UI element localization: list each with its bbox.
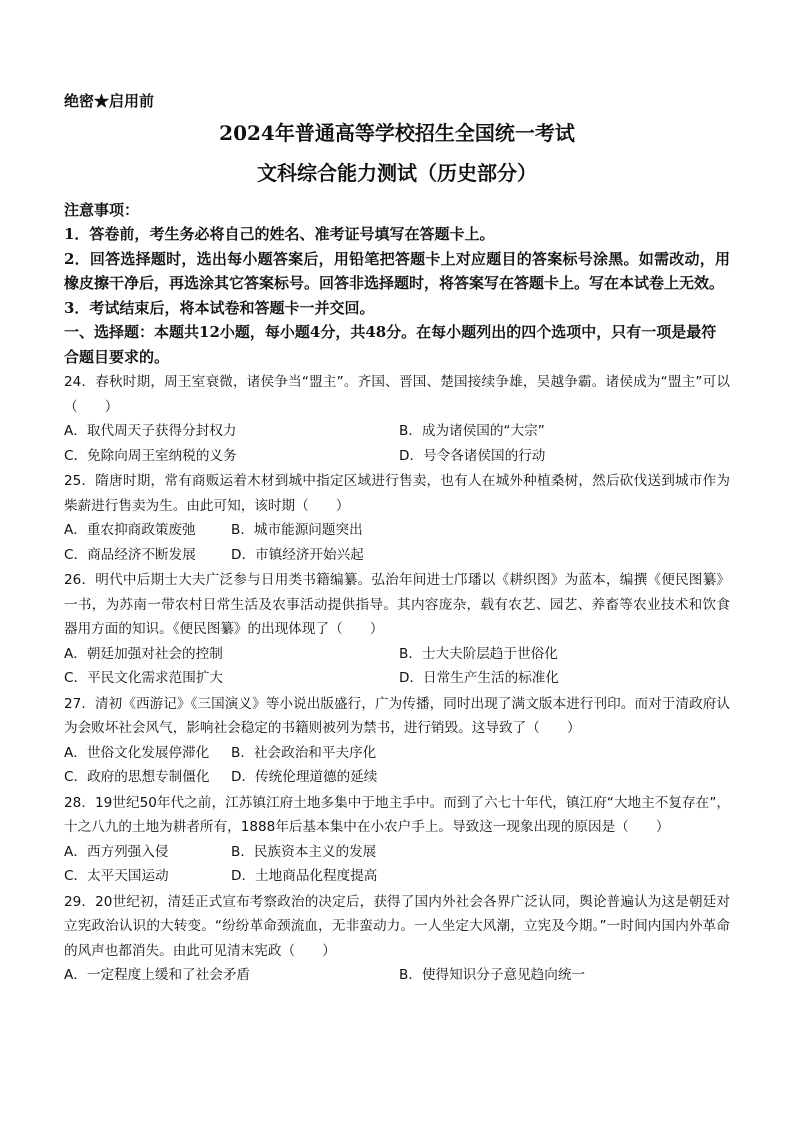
- option-d: D．土地商品化程度提高: [231, 868, 378, 884]
- question-stem: 27．清初《西游记》《三国演义》等小说出版盛行，广为传播，同时出现了满文版本进行刊印。而对于清政府认为会败坏社会风气，影响社会稳定的书籍则被列为禁书，进行销毁。这导致了（ ）: [64, 695, 730, 736]
- question-stem: 28．19世纪50年代之前，江苏镇江府土地多集中于地主手中。而到了六七十年代，镇江府“大地主不复存在”，十之八九的土地为耕者所有，1888年后基本集中在小农户手上。导致这一现象出现的原因是（ ）: [64, 794, 730, 835]
- options-row: [64, 666, 730, 691]
- confidential-label: 绝密★启用前: [64, 92, 155, 110]
- option-b: B．士大夫阶层趋于世俗化: [399, 645, 558, 662]
- option-d: D．市镇经济开始兴起: [231, 546, 364, 563]
- options-row: [64, 518, 730, 543]
- question-28: [64, 791, 730, 889]
- options-row: [64, 419, 730, 444]
- question-stem: 29．20世纪初，清廷正式宣布考察政治的决定后，获得了国内外社会各界广泛认同，舆论普遍认为这是朝廷对立宪政治认识的大转变。“纷纷革命颈流血，无非蛮动力。一人坐定大风潮，立宪及今期。”一时间内国内外革命的风声也都消失。由此可见清末宪政（ ）: [64, 893, 730, 959]
- options-row: [64, 765, 730, 790]
- option-d: D．号令各诸侯国的行动: [399, 447, 546, 464]
- option-b: B．成为诸侯国的“大宗”: [399, 423, 545, 439]
- option-b: B．民族资本主义的发展: [231, 843, 377, 860]
- options-row: [64, 444, 730, 469]
- question-stem: 26．明代中后期士大夫广泛参与日用类书籍编纂。弘治年间进士邝璠以《耕织图》为蓝本，编撰《便民图纂》一书，为苏南一带农村日常生活及农事活动提供指导。其内容庞杂，载有农艺、园艺、养畜等农业技术和饮食器用方面的知识。《便民图纂》的出现体现了（ ）: [64, 572, 730, 637]
- options-row: [64, 741, 730, 766]
- option-a: A．世俗文化发展停滞化: [64, 744, 210, 761]
- exam-content: [64, 198, 730, 988]
- options-row: [64, 642, 730, 667]
- question-26: [64, 568, 730, 691]
- option-c: C．平民文化需求范围扩大: [64, 670, 224, 686]
- option-c: C．政府的思想专制僵化: [64, 769, 210, 785]
- option-c: C．商品经济不断发展: [64, 546, 196, 563]
- notice-block: [64, 198, 730, 320]
- option-a: A．取代周天子获得分封权力: [64, 423, 237, 439]
- notice-item-1: 1．答卷前，考生务必将自己的姓名、准考证号填写在答题卡上。: [64, 225, 495, 243]
- question-stem: 24．春秋时期，周王室衰微，诸侯争当“盟主”。齐国、晋国、楚国接续争雄，吴越争霸。诸侯成为“盟主”可以（ ）: [64, 374, 730, 415]
- option-b: B．使得知识分子意见趋向统一: [399, 967, 586, 983]
- exam-subtitle: 文科综合能力测试（历史部分）: [257, 161, 537, 185]
- option-a: A．重农抑商政策废弛: [64, 522, 196, 538]
- option-d: D．日常生产生活的标准化: [399, 670, 559, 686]
- exam-title: 2024年普通高等学校招生全国统一考试: [219, 121, 575, 145]
- option-b: B．城市能源问题突出: [231, 522, 363, 538]
- notice-item-3: 3．考试结束后，将本试卷和答题卡一并交回。: [64, 298, 375, 317]
- option-a: A．西方列强入侵: [64, 843, 169, 860]
- question-25: [64, 469, 730, 567]
- notice-heading: 注意事项：: [64, 201, 140, 219]
- options-row: [64, 543, 730, 568]
- option-a: A．朝廷加强对社会的控制: [64, 645, 223, 662]
- notice-item-2: 2．回答选择题时，选出每小题答案后，用铅笔把答题卡上对应题目的答案标号涂黑。如需改动，用橡皮擦干净后，再选涂其它答案标号。回答非选择题时，将答案写在答题卡上。写在本试卷上无效。: [64, 249, 730, 292]
- options-row: [64, 840, 730, 865]
- question-stem: 25．隋唐时期，常有商贩运着木材到城中指定区域进行售卖，也有人在城外种植桑树，然后砍伐送到城市作为柴薪进行售卖为生。由此可知，该时期（ ）: [64, 473, 730, 514]
- question-27: [64, 692, 730, 790]
- option-d: D．传统伦理道德的延续: [231, 769, 378, 785]
- options-row: [64, 864, 730, 889]
- option-c: C．免除向周王室纳税的义务: [64, 447, 237, 464]
- question-29: [64, 890, 730, 988]
- section-heading: 一、选择题：本题共12小题，每小题4分，共48分。在每小题列出的四个选项中，只有一项是最符合题目要求的。: [64, 323, 717, 366]
- option-c: C．太平天国运动: [64, 868, 169, 884]
- option-b: B．社会政治和平夫序化: [231, 744, 377, 761]
- question-24: [64, 370, 730, 468]
- option-a: A．一定程度上缓和了社会矛盾: [64, 967, 251, 983]
- options-row: [64, 963, 730, 988]
